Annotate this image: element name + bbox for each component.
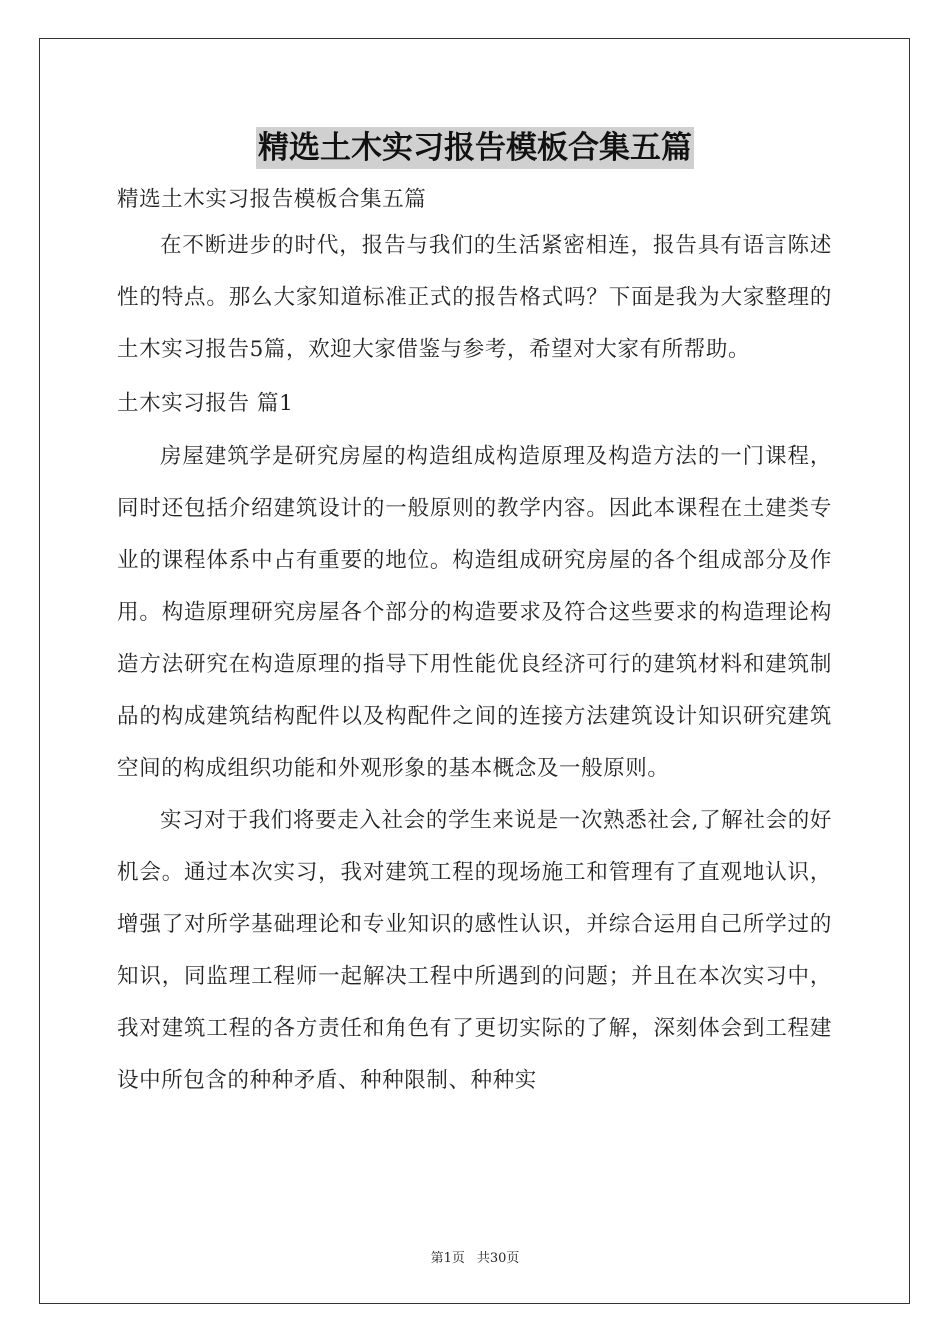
- document-title: 精选土木实习报告模板合集五篇: [256, 127, 694, 169]
- body-paragraph-2: 实习对于我们将要走入社会的学生来说是一次熟悉社会,了解社会的好机会。通过本次实习，我对建筑工程的现场施工和管理有了直观地认识，增强了对所学基础理论和专业知识的感性认识，并综合运用自己所学过的知识，同监理工程师一起解决工程中所遇到的问题；并且在本次实习中，我对建筑工程的各方责任和角色有了更切实际的了解，深刻体会到工程建设中所包含的种种矛盾、种种限制、种种实: [117, 808, 832, 1093]
- title-container: [0, 127, 950, 169]
- page-footer: [0, 1247, 950, 1266]
- section-heading: 土木实习报告 篇1: [117, 391, 294, 416]
- intro-paragraph: 在不断进步的时代，报告与我们的生活紧密相连，报告具有语言陈述性的特点。那么大家知道标准正式的报告格式吗？下面是我为大家整理的土木实习报告5篇，欢迎大家借鉴与参考，希望对大家有所帮助。: [117, 233, 832, 362]
- document-subtitle: 精选土木实习报告模板合集五篇: [117, 187, 427, 212]
- document-body: [117, 180, 832, 1107]
- page-total: 共30页: [476, 1251, 520, 1266]
- page-number: 第1页: [430, 1251, 465, 1266]
- body-paragraph-1: 房屋建筑学是研究房屋的构造组成构造原理及构造方法的一门课程，同时还包括介绍建筑设计的一般原则的教学内容。因此本课程在土建类专业的课程体系中占有重要的地位。构造组成研究房屋的各个组成部分及作用。构造原理研究房屋各个部分的构造要求及符合这些要求的构造理论构造方法研究在构造原理的指导下用性能优良经济可行的建筑材料和建筑制品的构成建筑结构配件以及构配件之间的连接方法建筑设计知识研究建筑空间的构成组织功能和外观形象的基本概念及一般原则。: [117, 444, 832, 781]
